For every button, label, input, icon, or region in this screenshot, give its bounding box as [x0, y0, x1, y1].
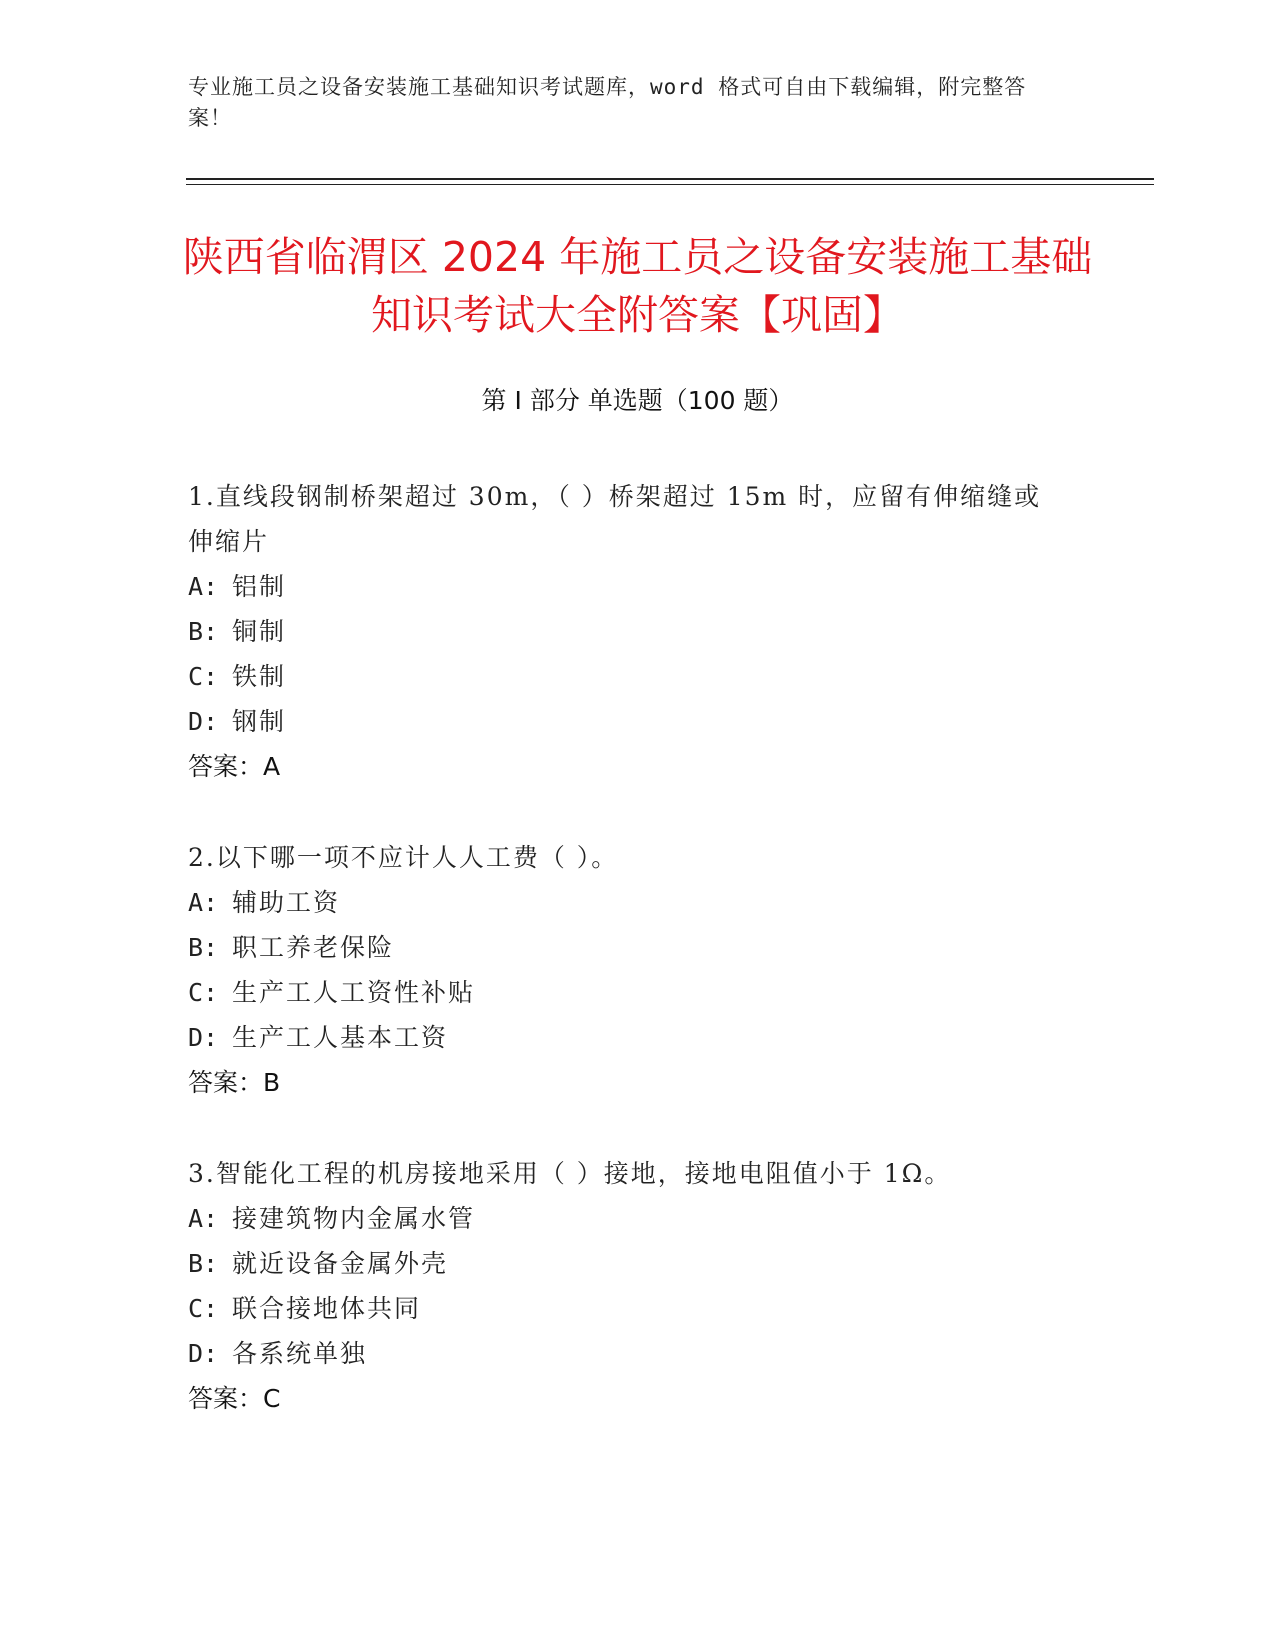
option-c	[188, 1286, 1068, 1331]
header-rule-thin	[186, 184, 1154, 185]
question-stem: 3.智能化工程的机房接地采用（ ）接地，接地电阻值小于 1Ω。	[188, 1159, 952, 1188]
option-letter: A:	[188, 1204, 219, 1233]
option-letter: B:	[188, 1249, 219, 1278]
option-b	[188, 925, 1068, 970]
answer-line: 答案：C	[188, 1384, 281, 1413]
option-c	[188, 654, 1068, 699]
option-letter: B:	[188, 617, 219, 646]
answer-line: 答案：B	[188, 1068, 281, 1097]
option-text: 生产工人工资性补贴	[232, 978, 476, 1007]
option-a	[188, 564, 1068, 609]
header-note: 专业施工员之设备安装施工基础知识考试题库，word 格式可自由下载编辑，附完整答案！	[188, 75, 1027, 130]
option-text: 辅助工资	[232, 888, 341, 917]
option-text: 钢制	[232, 707, 287, 736]
option-letter: D:	[188, 1339, 219, 1368]
option-text: 接建筑物内金属水管	[232, 1204, 476, 1233]
section-heading: 第 I 部分 单选题（100 题）	[481, 386, 794, 415]
question-1	[188, 474, 1068, 789]
option-letter: A:	[188, 572, 219, 601]
option-b	[188, 609, 1068, 654]
option-letter: D:	[188, 707, 219, 736]
option-text: 就近设备金属外壳	[232, 1249, 449, 1278]
option-letter: A:	[188, 888, 219, 917]
option-text: 职工养老保险	[232, 933, 395, 962]
option-text: 生产工人基本工资	[232, 1023, 449, 1052]
option-d	[188, 1015, 1068, 1060]
question-stem: 2.以下哪一项不应计人人工费（ ）。	[188, 843, 619, 872]
option-d	[188, 699, 1068, 744]
document-title: 陕西省临渭区 2024 年施工员之设备安装施工基础知识考试大全附答案【巩固】	[182, 233, 1093, 339]
question-list	[188, 474, 1068, 1467]
option-a	[188, 1196, 1068, 1241]
option-c	[188, 970, 1068, 1015]
option-text: 铁制	[232, 662, 287, 691]
option-a	[188, 880, 1068, 925]
option-b	[188, 1241, 1068, 1286]
question-stem: 1.直线段钢制桥架超过 30m，（ ）桥架超过 15m 时，应留有伸缩缝或伸缩片	[188, 482, 1042, 556]
option-letter: C:	[188, 662, 219, 691]
answer-line: 答案：A	[188, 752, 281, 781]
option-letter: C:	[188, 978, 219, 1007]
question-3	[188, 1151, 1068, 1421]
option-text: 各系统单独	[232, 1339, 368, 1368]
header-rule-thick	[186, 178, 1154, 180]
option-letter: B:	[188, 933, 219, 962]
option-d	[188, 1331, 1068, 1376]
option-text: 铝制	[232, 572, 287, 601]
option-text: 联合接地体共同	[232, 1294, 422, 1323]
question-2	[188, 835, 1068, 1105]
option-letter: D:	[188, 1023, 219, 1052]
option-text: 铜制	[232, 617, 287, 646]
option-letter: C:	[188, 1294, 219, 1323]
